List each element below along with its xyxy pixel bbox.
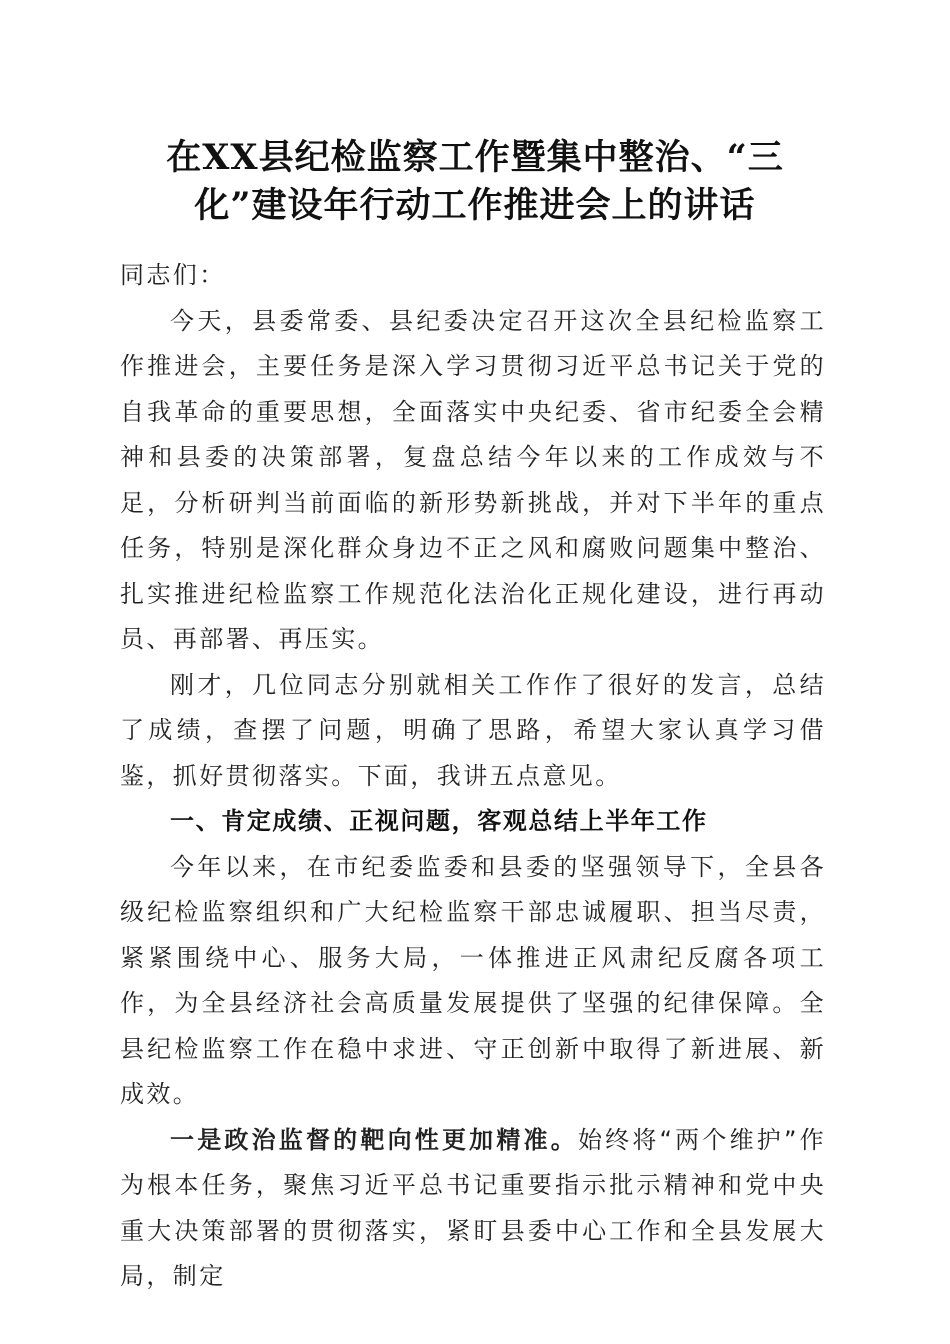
- document-body: [120, 253, 826, 1300]
- point-1-text: 始终将“两个维护”作为根本任务，聚焦习近平总书记重要指示批示精神和党中央重大决策部署的贯彻落实，紧盯县委中心工作和全县发展大局，制定: [120, 1125, 826, 1290]
- paragraph-transition: 刚才，几位同志分别就相关工作作了很好的发言，总结了成绩，查摆了问题，明确了思路，希望大家认真学习借鉴，抓好贯彻落实。下面，我讲五点意见。: [120, 670, 826, 790]
- section-heading-1: 一、肯定成绩、正视问题，客观总结上半年工作: [170, 807, 708, 835]
- salutation: 同志们：: [120, 261, 226, 289]
- paragraph-opening: 今天，县委常委、县纪委决定召开这次全县纪检监察工作推进会，主要任务是深入学习贯彻习近平总书记关于党的自我革命的重要思想，全面落实中央纪委、省市纪委全会精神和县委的决策部署，复盘总结今年以来的工作成效与不足，分析研判当前面临的新形势新挑战，并对下半年的重点任务，特别是深化群众身边不正之风和腐败问题集中整治、扎实推进纪检监察工作规范化法治化正规化建设，进行再动员、再部署、再压实。: [120, 306, 826, 653]
- point-1-lead: 一是政治监督的靶向性更加精准。: [170, 1125, 578, 1154]
- title-line-2: 化”建设年行动工作推进会上的讲话: [194, 185, 756, 226]
- section-1-paragraph: 今年以来，在市纪委监委和县委的坚强领导下，全县各级纪检监察组织和广大纪检监察干部忠诚履职、担当尽责，紧紧围绕中心、服务大局，一体推进正风肃纪反腐各项工作，为全县经济社会高质量发展提供了坚强的纪律保障。全县纪检监察工作在稳中求进、守正创新中取得了新进展、新成效。: [120, 852, 826, 1108]
- document-title: [120, 134, 830, 230]
- point-1-paragraph: [120, 1118, 826, 1300]
- title-line-1: 在XX县纪检监察工作暨集中整治、“三: [166, 137, 784, 178]
